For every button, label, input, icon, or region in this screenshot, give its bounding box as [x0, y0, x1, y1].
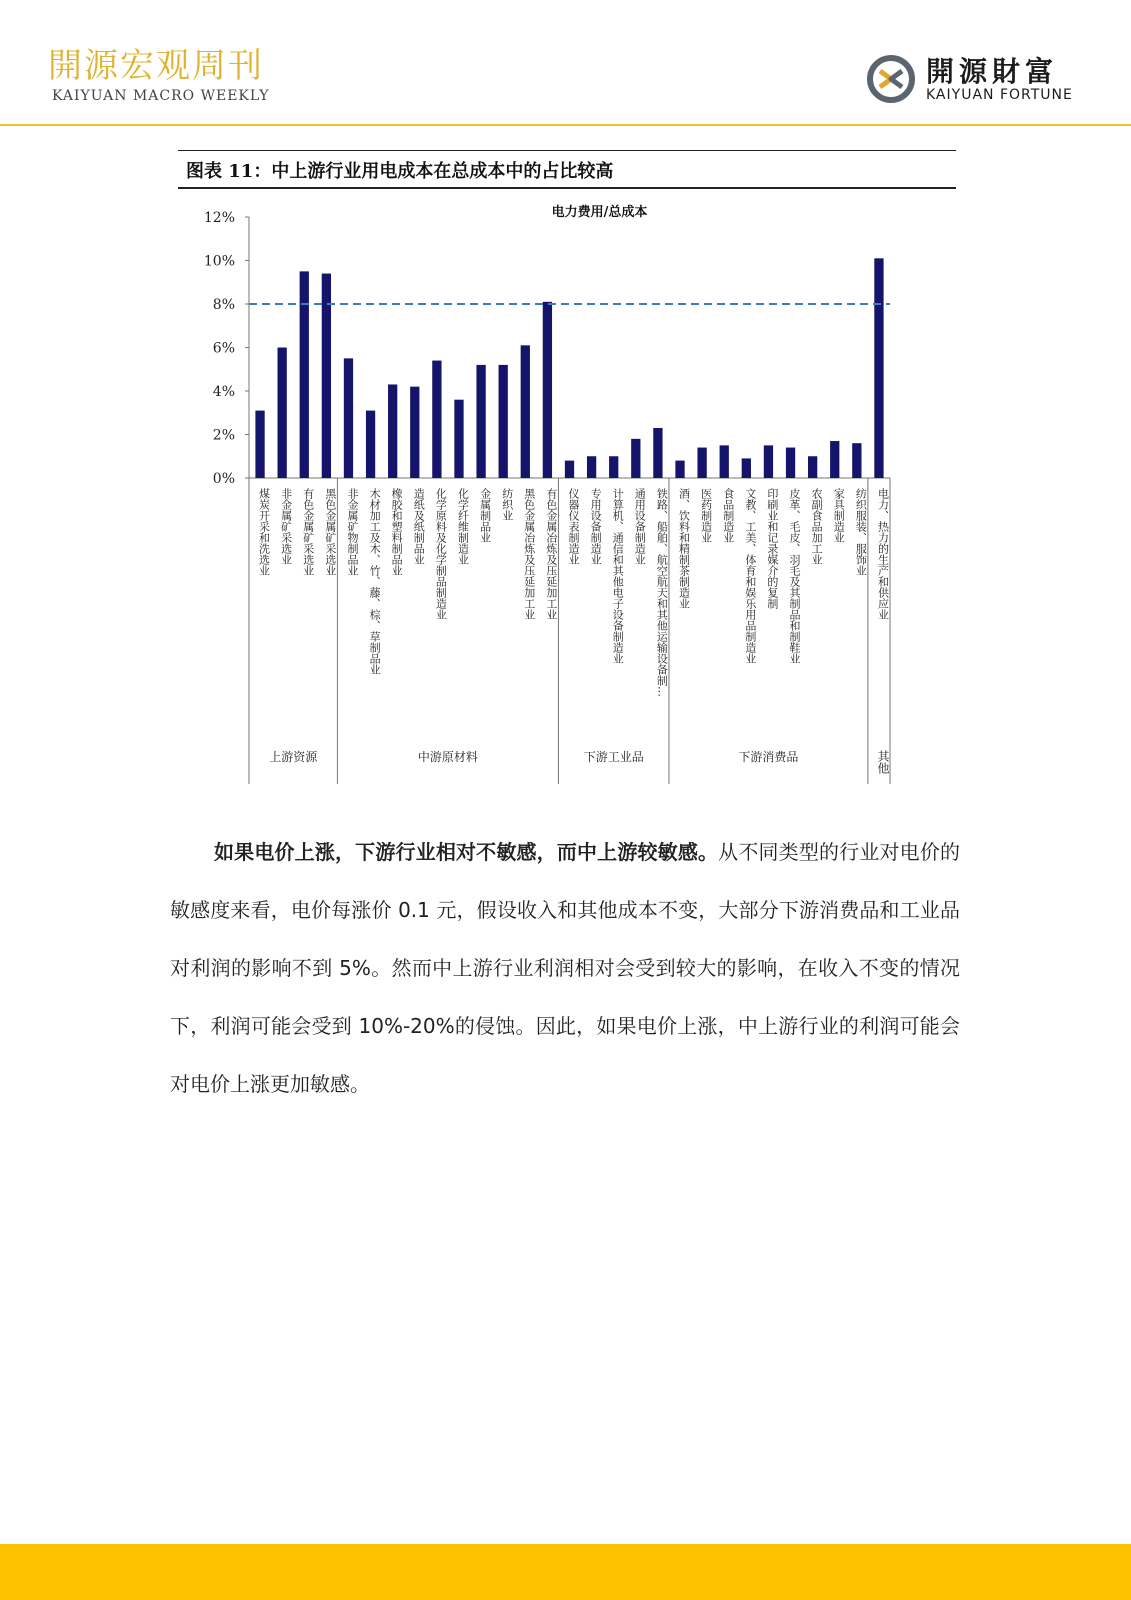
category-label: 计算机、通信和其他电子设备制造业: [611, 488, 625, 664]
bar: [499, 365, 508, 478]
y-tick-label: 2%: [212, 427, 235, 444]
category-label: 化学原料及化学制品制造业: [434, 488, 448, 620]
category-label: 家具制造业: [832, 488, 846, 543]
logo-text-en: KAIYUAN FORTUNE: [926, 87, 1073, 103]
brand-title-cn: 開源宏观周刊: [48, 46, 264, 86]
kaiyuan-logo-icon: [866, 54, 916, 104]
category-label: 电力、热力的生产和供应业: [876, 488, 890, 620]
figure-title-bar: [178, 150, 956, 189]
chart-title: 电力费用/总成本: [551, 205, 648, 220]
category-label: 橡胶和塑料制品业: [390, 488, 404, 576]
category-label: 仪器仪表制造业: [567, 488, 580, 565]
category-label: 皮革、毛皮、羽毛及其制品和制鞋业: [788, 488, 802, 664]
brand-title-en: KAIYUAN MACRO WEEKLY: [52, 88, 270, 104]
bar: [830, 441, 839, 478]
page-header: [0, 0, 1131, 126]
bar: [874, 258, 883, 478]
y-tick-label: 10%: [203, 253, 235, 270]
bar: [587, 456, 596, 478]
category-label: 黑色金属矿采选业: [323, 488, 337, 576]
paragraph-text: 从不同类型的行业对电价的敏感度来看，电价每涨价 0.1 元，假设收入和其他成本不变，大部分下游消费品和工业品对利润的影响不到 5%。然而中上游行业利润相对会受到较大的影响，在收入不变的情况下，利润可能会受到 10%-20%的侵蚀。因此，如果电价上涨，中上游行业的利润可能会对电价上涨更加敏感。: [170, 840, 961, 1096]
group-label: 下游工业品: [583, 750, 644, 764]
bar: [631, 439, 640, 478]
bar: [764, 445, 773, 478]
category-label: 文教、工美、体育和娱乐用品制造业: [743, 488, 757, 664]
bar: [366, 411, 375, 478]
bar: [543, 302, 552, 478]
y-tick-label: 8%: [212, 297, 235, 313]
bar: [720, 445, 729, 478]
category-label: 纺织业: [500, 488, 514, 521]
y-tick-label: 12%: [203, 210, 235, 226]
bar: [852, 443, 861, 478]
category-label: 金属制品业: [478, 488, 492, 543]
bar: [278, 348, 287, 479]
header-divider: [0, 124, 1131, 126]
group-label: 下游消费品: [738, 750, 799, 764]
category-label: 造纸及纸制品业: [412, 488, 426, 565]
category-label: 食品制造业: [721, 488, 735, 543]
category-label: 印刷业和记录媒介的复制: [765, 488, 779, 609]
category-label: 农副食品加工业: [810, 488, 824, 565]
chart-svg: [178, 194, 956, 806]
bar: [255, 411, 264, 478]
y-tick-label: 6%: [212, 340, 235, 357]
category-label: 有色金属矿采选业: [301, 488, 315, 576]
category-label: 纺织服装、服饰业: [854, 488, 868, 576]
logo-text-cn: 開源財富: [926, 55, 1059, 88]
body-paragraph: [170, 823, 960, 1113]
bar: [344, 358, 353, 478]
category-label: 黑色金属冶炼及压延加工业: [522, 488, 536, 620]
category-label: 铁路、船舶、航空航天和其他运输设备制…: [655, 488, 669, 697]
y-tick-label: 0%: [212, 471, 235, 487]
figure-title: 图表 11：中上游行业用电成本在总成本中的占比较高: [186, 161, 614, 182]
category-label: 有色金属冶炼及压延加工业: [544, 488, 558, 620]
y-tick-label: 4%: [212, 384, 235, 400]
bar: [476, 365, 485, 478]
footer-bar: [0, 1544, 1131, 1600]
group-label: 上游资源: [269, 750, 318, 764]
category-label: 通用设备制造业: [633, 488, 647, 565]
bar: [742, 458, 751, 478]
bar: [808, 456, 817, 478]
category-label: 化学纤维制造业: [456, 488, 470, 565]
kaiyuan-logo: [866, 50, 1086, 110]
category-label: 非金属矿物制品业: [345, 488, 359, 576]
bar: [565, 461, 574, 478]
category-label: 专用设备制造业: [589, 488, 603, 565]
bar: [675, 461, 684, 478]
category-label: 酒、饮料和精制茶制造业: [677, 488, 691, 609]
bar: [432, 361, 441, 478]
bar: [609, 456, 618, 478]
category-label: 医药制造业: [699, 488, 713, 543]
category-label: 木材加工及木、竹、藤、棕、草制品业: [368, 488, 382, 675]
category-label: 煤炭开采和洗选业: [257, 488, 271, 576]
category-label: 非金属矿采选业: [279, 488, 293, 565]
group-label: 中游原材料: [417, 750, 478, 764]
bar: [300, 271, 309, 478]
bar: [697, 448, 706, 478]
bar: [521, 345, 530, 478]
bar: [410, 387, 419, 478]
bar: [388, 384, 397, 478]
bar: [653, 428, 662, 478]
bar: [786, 448, 795, 478]
bar: [454, 400, 463, 478]
paragraph-lead: 如果电价上涨，下游行业相对不敏感，而中上游较敏感。: [214, 840, 719, 864]
group-label: 其他: [875, 750, 890, 774]
electricity-cost-chart: [178, 194, 956, 806]
